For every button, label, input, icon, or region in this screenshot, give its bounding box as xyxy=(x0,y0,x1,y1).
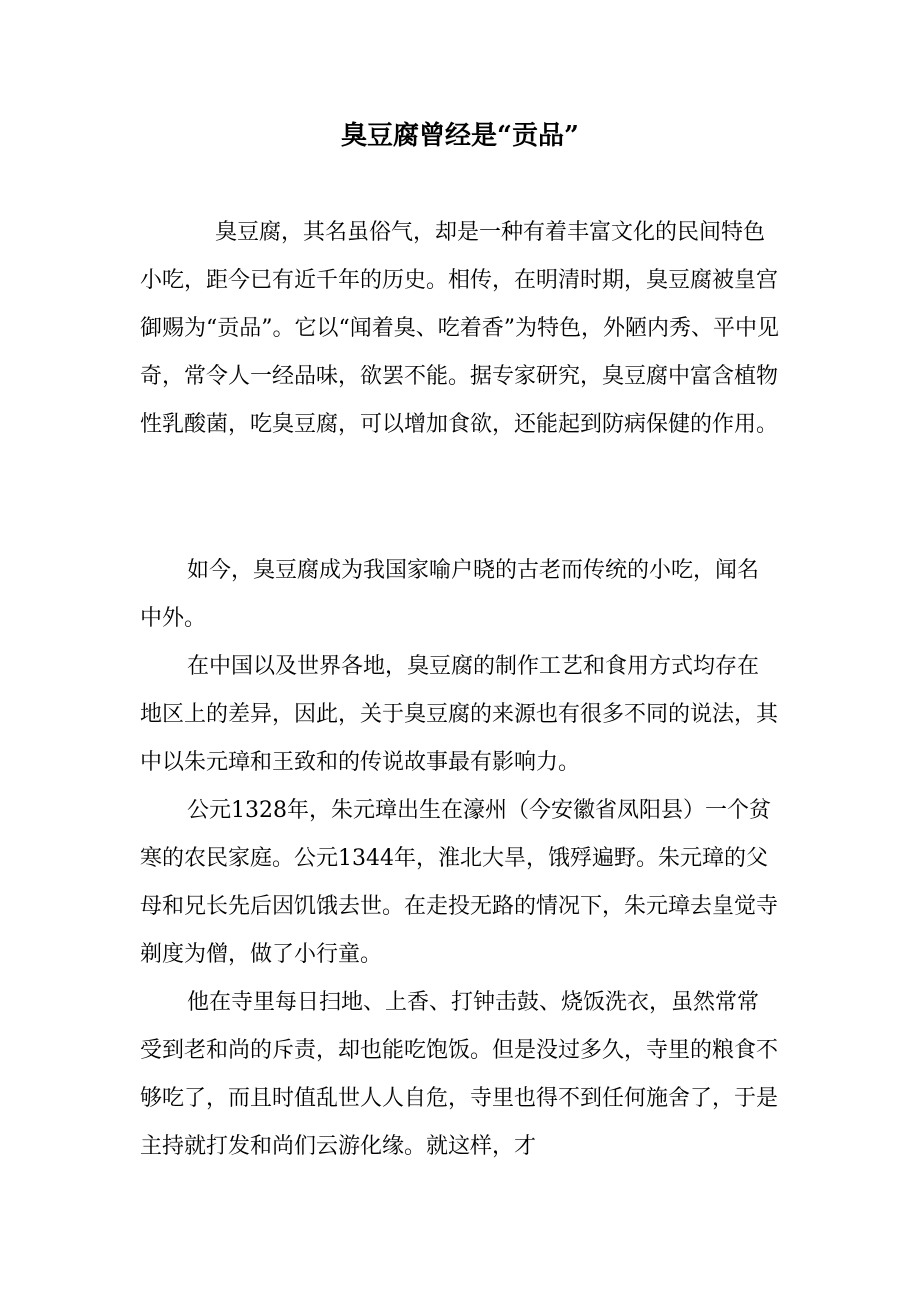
paragraph-2: 如今，臭豆腐成为我国家喻户晓的古老而传统的小吃，闻名中外。 xyxy=(140,558,760,631)
paragraph-1: 臭豆腐，其名虽俗气，却是一种有着丰富文化的民间特色小吃，距今已有近千年的历史。相传，在明清时期，臭豆腐被皇宫御赐为“贡品”。它以“闻着臭、吃着香”为特色，外陋内秀、平中见奇，常令人一经品味，欲罢不能。据专家研究，臭豆腐中富含植物性乳酸菌，吃臭豆腐，可以增加食欲，还能起到防病保健的作用。 xyxy=(140,220,779,437)
paragraph-3: 在中国以及世界各地，臭豆腐的制作工艺和食用方式均存在地区上的差异，因此，关于臭豆腐的来源也有很多不同的说法，其中以朱元璋和王致和的传说故事最有影响力。 xyxy=(140,654,779,775)
paragraph-4: 公元1328年，朱元璋出生在濠州（今安徽省凤阳县）一个贫寒的农民家庭。公元1344年，淮北大旱，饿殍遍野。朱元璋的父母和兄长先后因饥饿去世。在走投无路的情况下，朱元璋去皇觉寺剃度为僧，做了小行童。 xyxy=(140,798,779,967)
document-title: 臭豆腐曾经是“贡品” xyxy=(341,121,579,151)
paragraph-5: 他在寺里每日扫地、上香、打钟击鼓、烧饭洗衣，虽然常常受到老和尚的斥责，却也能吃饱饭。但是没过多久，寺里的粮食不够吃了，而且时值乱世人人自危，寺里也得不到任何施舍了，于是主持就打发和尚们云游化缘。就这样，才 xyxy=(140,990,779,1159)
